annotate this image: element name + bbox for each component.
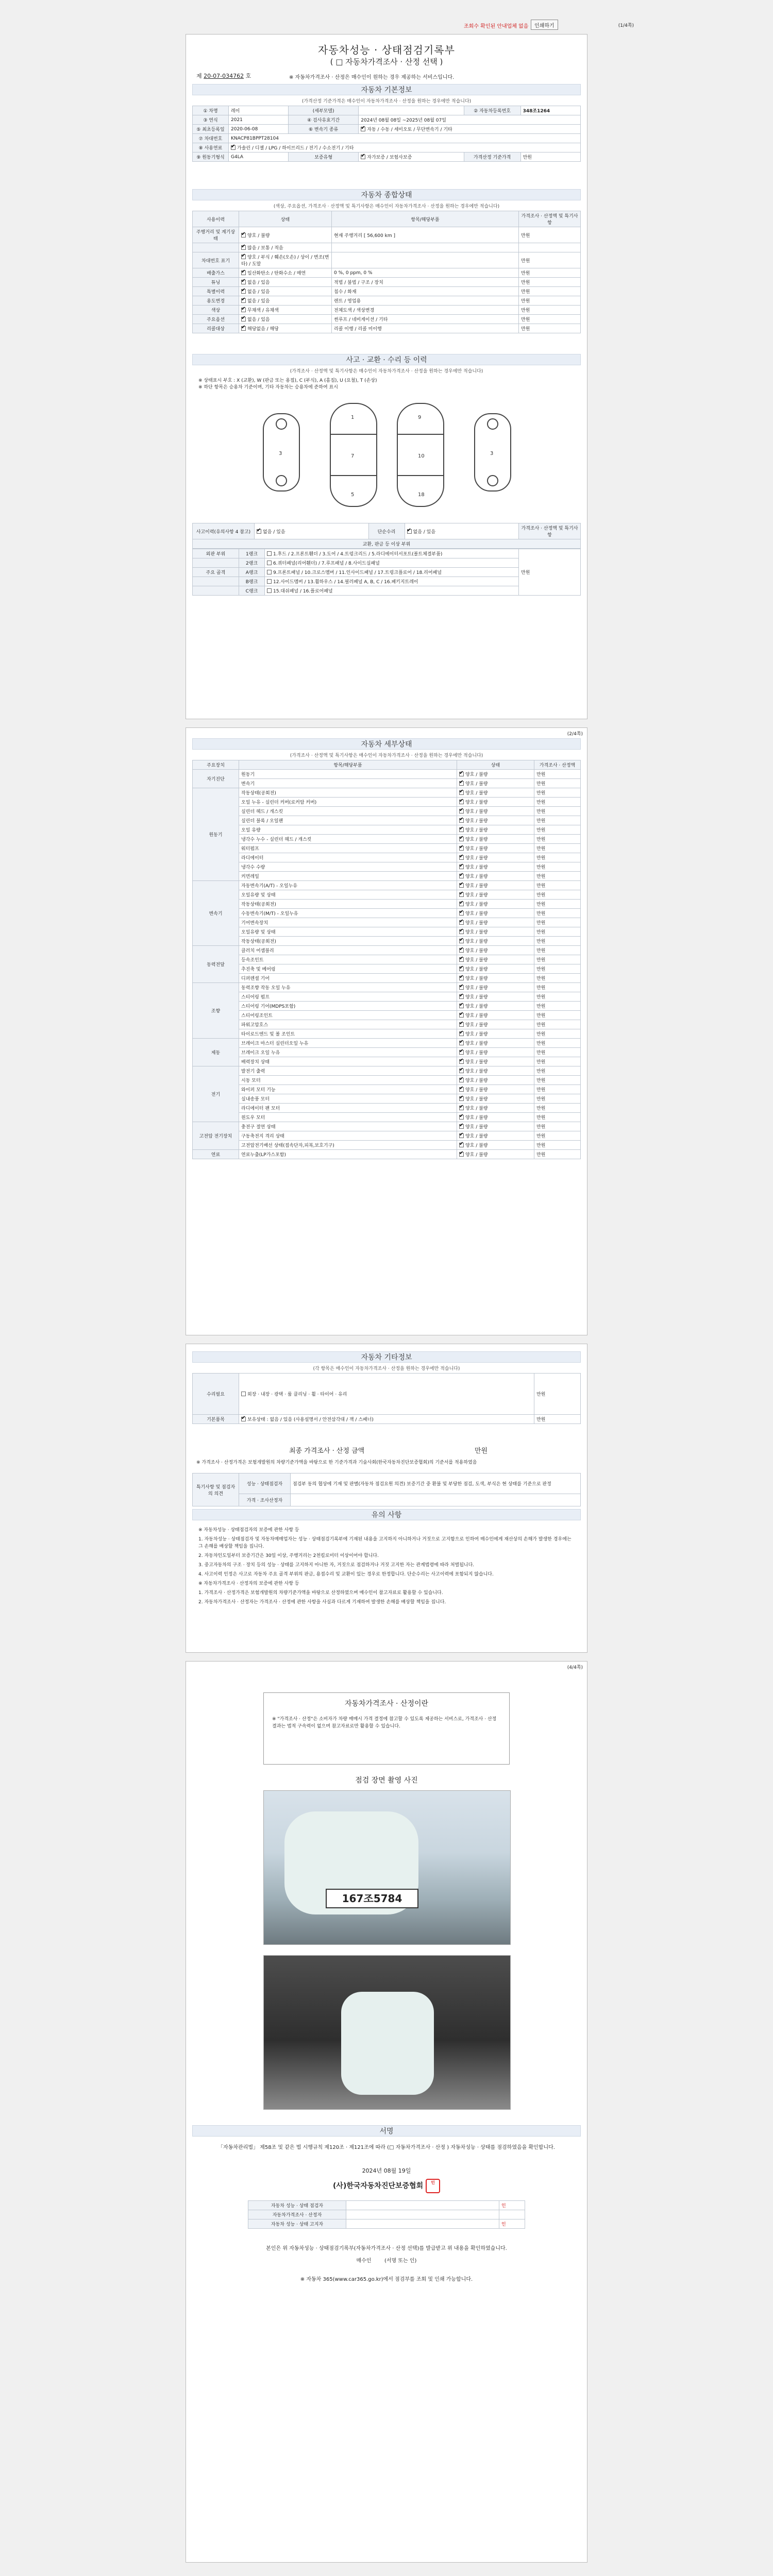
svg-text:3: 3 xyxy=(490,451,494,456)
detail-row: 실린더 헤드 / 개스킷 ✔ 양호 / 불량 만원 xyxy=(193,807,581,816)
overall-row: 리콜대상 ✔ 해당없음 / 해당 리콜 이행 / 리콜 미이행 만원 xyxy=(193,324,581,333)
guide-text: ※ "가격조사 · 산정"은 소비자가 차량 매매시 가격 결정에 참고할 수 있도록 제공하는 서비스로, 가격조사 · 산정 결과는 법적 구속력이 없으며 참고자료로만 활용할 수 있습니다. xyxy=(272,1717,497,1729)
doc-title: 자동차성능 · 상태점검기록부 xyxy=(318,44,455,56)
overall-row: 특별이력 ✔ 없음 / 있음 침수 / 화재 만원 xyxy=(193,287,581,296)
detail-note: (가격조사 · 산정액 및 특기사항은 매수인이 자동차가격조사 · 산정을 원하는 경우에만 적습니다) xyxy=(290,753,483,758)
detail-row: 스티어링조인트 ✔ 양호 / 불량 만원 xyxy=(193,1011,581,1020)
detail-row: 작동상태(공회전) ✔ 양호 / 불량 만원 xyxy=(193,900,581,909)
detail-row: 와이퍼 모터 기능 ✔ 양호 / 불량 만원 xyxy=(193,1085,581,1094)
detail-row: 커먼레일 ✔ 양호 / 불량 만원 xyxy=(193,872,581,881)
detail-row: 브레이크 오일 누유 ✔ 양호 / 불량 만원 xyxy=(193,1048,581,1057)
other-note: (각 항목은 매수인이 자동차가격조사 · 산정을 원하는 경우에만 적습니다) xyxy=(313,1366,460,1371)
detail-row: 제동 브레이크 마스터 실린더오일 누유 ✔ 양호 / 불량 만원 xyxy=(193,1039,581,1048)
detail-row: 자기진단 원동기 ✔ 양호 / 불량 만원 xyxy=(193,770,581,779)
accident-row: 외판 부위 1랭크 1.후드 / 2.프론트휀더 / 3.도어 / 4.트렁크리드 / 5.라디에이터서포트(볼트체결부품) 만원 xyxy=(193,549,581,558)
footer-text: ※ 자동차 365(www.car365.go.kr)에서 점검부를 조회 및 인쇄 가능합니다. xyxy=(300,2277,473,2282)
detail-row: 라디에이터 팬 모터 ✔ 양호 / 불량 만원 xyxy=(193,1104,581,1113)
detail-title: 자동차 세부상태 xyxy=(192,738,581,750)
basic-info-note: (가격산정 기준가격은 매수인이 자동차가격조사 · 산정을 원하는 경우에만 적습니다) xyxy=(301,99,472,104)
accident-row: B랭크 12.사이드멤버 / 13.휠하우스 / 14.필러패널 A, B, C / 16.패키지트레이 xyxy=(193,577,581,586)
print-button[interactable]: 인쇄하기 xyxy=(531,20,558,30)
detail-row: 파워고압호스 ✔ 양호 / 불량 만원 xyxy=(193,1020,581,1029)
detail-row: 고전압 전기장치 충전구 절연 상태 ✔ 양호 / 불량 만원 xyxy=(193,1122,581,1131)
accident-row: 주요 골격 A랭크 9.프론트패널 / 10.크로스멤버 / 11.인사이드패널 / 17.트렁크플로어 / 18.리어패널 xyxy=(193,568,581,577)
car-outline-diagram xyxy=(258,393,516,517)
service-notice: ※ 자동차가격조사 · 산정은 매수인이 원하는 경우 제공하는 서비스입니다. xyxy=(289,75,455,80)
signer-table: 자동차 성능 · 상태 점검자 인 자동차가격조사 · 산정자 자동차 성능 · 상태 고지자 인 xyxy=(248,2200,525,2229)
accident-history-table: 사고이력(유의사항 4 참고) ✔ 없음 / 있음 단순수리 ✔ 없음 / 있음 가격조사 · 산정액 및 특기사항 교환, 판금 등 이상 부위 외판 부위 1랭크 1.후드 / 2.프론트휀더 / 3.도어 / 4.트렁크리드 / 5.라디에이터서포트(볼트체결부품) 만원 2랭크 6.쿼터패널(리어휀더) / 7.루프패널 / 8.사이드실패널 주요 골격 A랭크 9.프론트패널 / 10.크로스멤버 / 11.인사이드패널 / 17.트렁크플로어 / 18.리어패널 B랭크 12.사이드멤버 / 13.휠하우스 / 14.필러패널 A, B, C / 16.패키지트레이 C랭크 15.대쉬패널 / 16.플로어패널 xyxy=(192,523,581,596)
sign-org: (사)한국자동차진단보증협회 인 xyxy=(186,2179,587,2193)
other-title: 자동차 기타정보 xyxy=(192,1351,581,1363)
guide-title: 자동차가격조사 · 산정이란 xyxy=(344,1700,429,1708)
overall-row: 튜닝 ✔ 없음 / 있음 적법 / 불법 / 구조 / 장치 만원 xyxy=(193,278,581,287)
detail-row: 연료 연료누출(LP가스포함) ✔ 양호 / 불량 만원 xyxy=(193,1150,581,1159)
doc-subtitle: ( □ 자동차가격조사 · 산정 선택 ) xyxy=(330,57,443,66)
detail-row: 등속조인트 ✔ 양호 / 불량 만원 xyxy=(193,955,581,964)
final-title: 최종 가격조사 · 산정 금액 xyxy=(289,1447,365,1455)
detail-row: 오일 유량 ✔ 양호 / 불량 만원 xyxy=(193,825,581,835)
overall-row: 주행거리 및 계기상태 ✔양호 / 불량 현재 주행거리 [ 56,600 km ] 만원 xyxy=(193,227,581,243)
detail-row: 배력장치 상태 ✔ 양호 / 불량 만원 xyxy=(193,1057,581,1066)
overall-row: 용도변경 ✔ 없음 / 있음 렌트 / 영업용 만원 xyxy=(193,296,581,306)
svg-text:5: 5 xyxy=(351,492,355,498)
garage-photo xyxy=(263,1955,511,2110)
detail-row: 타이로드엔드 및 볼 조인트 ✔ 양호 / 불량 만원 xyxy=(193,1029,581,1039)
page-2 xyxy=(186,727,587,1335)
accident-note: (가격조사 · 산정액 및 특기사항은 매수인이 자동차가격조사 · 산정을 원하는 경우에만 적습니다) xyxy=(290,369,483,374)
detail-row: 기어변속장치 ✔ 양호 / 불량 만원 xyxy=(193,918,581,927)
overall-table: 사용이력 상태 항목/해당부품 가격조사 · 산정액 및 특기사항 주행거리 및 계기상태 ✔양호 / 불량 현재 주행거리 [ 56,600 km ] 만원 ✔많음 / 보통 / 적음 차대번호 표기 ✔양호 / 부식 / 훼손(오손) / 상이 / 변조(변타) / 도말 만원 배출가스 ✔ 일산화탄소 / 탄화수소 / 매연 0 %, 0 ppm, 0 % 만원 튜닝 ✔ 없음 / 있음 적법 / 불법 / 구조 / 장치 만원 특별이력 ✔ 없음 / 있음 침수 / 화재 만원 용도변경 ✔ 없음 / 있음 렌트 / 영업용 만원 색상 ✔ 무채색 / 유채색 전체도색 / 색상변경 만원 주요옵션 ✔ 없음 / 있음 썬루프 / 네비게이션 / 기타 만원 리콜대상 ✔ 해당없음 / 해당 리콜 이행 / 리콜 미이행 만원 xyxy=(192,211,581,333)
overall-row: 배출가스 ✔ 일산화탄소 / 탄화수소 / 매연 0 %, 0 ppm, 0 % 만원 xyxy=(193,268,581,278)
page-2-indicator: (2/4쪽) xyxy=(567,732,583,737)
svg-text:9: 9 xyxy=(418,415,422,420)
detail-row: 고전압전기배선 상태(접속단자,피복,보호기구) ✔ 양호 / 불량 만원 xyxy=(193,1141,581,1150)
detail-row: 스티어링 기어(MDPS포함) ✔ 양호 / 불량 만원 xyxy=(193,1002,581,1011)
overall-title: 자동차 종합상태 xyxy=(192,189,581,200)
front-photo xyxy=(263,1790,511,1945)
detail-row: 워터펌프 ✔ 양호 / 불량 만원 xyxy=(193,844,581,853)
detail-row: 윈도우 모터 ✔ 양호 / 불량 만원 xyxy=(193,1113,581,1122)
page-3 xyxy=(186,1344,587,1653)
sign-date: 2024년 08월 19일 xyxy=(362,2167,411,2174)
final-text: ※ 가격조사 · 산정가격은 보험개발원의 차량기준가액을 바탕으로 한 기준가격과 기술사회(한국자동차진단보증협회)의 기준서를 적용하였음 xyxy=(196,1460,477,1465)
svg-text:18: 18 xyxy=(418,492,425,498)
detail-row: 실린더 블록 / 오일팬 ✔ 양호 / 불량 만원 xyxy=(193,816,581,825)
overall-row: 차대번호 표기 ✔양호 / 부식 / 훼손(오손) / 상이 / 변조(변타) / 도말 만원 xyxy=(193,252,581,268)
detail-row: 라디에이터 ✔ 양호 / 불량 만원 xyxy=(193,853,581,862)
detail-table: 주요장치 항목/해당부품 상태 가격조사 · 산정액 자기진단 원동기 ✔ 양호 / 불량 만원 변속기 ✔ 양호 / 불량 만원 원동기 작동상태(공회전) ✔ 양호 / 불량 만원 오일 누유 - 실린더 커버(로커암 커버) ✔ 양호 / 불량 만원 실린더 헤드 / 개스킷 ✔ 양호 / 불량 만원 실린더 블록 / 오일팬 ✔ 양호 / 불량 만원 오일 유량 ✔ 양호 / 불량 만원 냉각수 누수 - 실린더 헤드 / 개스킷 ✔ 양호 / 불량 만원 워터펌프 ✔ 양호 / 불량 만원 라디에이터 ✔ 양호 / 불량 만원 냉각수 수량 ✔ 양호 / 불량 만원 커먼레일 ✔ 양호 / 불량 만원 변속기 자동변속기(A/T) - 오일누유 ✔ 양호 / 불량 만원 오일유량 및 상태 ✔ 양호 / 불량 만원 작동상태(공회전) ✔ 양호 / 불량 만원 수동변속기(M/T) - 오일누유 ✔ 양호 / 불량 만원 기어변속장치 ✔ 양호 / 불량 만원 오일유량 및 상태 ✔ 양호 / 불량 만원 작동상태(공회전) ✔ 양호 / 불량 만원 동력전달 클러치 어셈블리 ✔ 양호 / 불량 만원 등속조인트 ✔ 양호 / 불량 만원 추진축 및 베어링 ✔ 양호 / 불량 만원 디퍼렌셜 기어 ✔ 양호 / 불량 만원 조향 동력조향 작동 오일 누유 ✔ 양호 / 불량 만원 스티어링 펌프 ✔ 양호 / 불량 만원 스티어링 기어(MDPS포함) ✔ 양호 / 불량 만원 스티어링조인트 ✔ 양호 / 불량 만원 파워고압호스 ✔ 양호 / 불량 만원 타이로드엔드 및 볼 조인트 ✔ 양호 / 불량 만원 제동 브레이크 마스터 실린더오일 누유 ✔ 양호 / 불량 만원 브레이크 오일 누유 ✔ 양호 / 불량 만원 배력장치 상태 ✔ 양호 / 불량 만원 전기 발전기 출력 ✔ 양호 / 불량 만원 시동 모터 ✔ 양호 / 불량 만원 와이퍼 모터 기능 ✔ 양호 / 불량 만원 실내송풍 모터 ✔ 양호 / 불량 만원 라디에이터 팬 모터 ✔ 양호 / 불량 만원 윈도우 모터 ✔ 양호 / 불량 만원 고전압 전기장치 충전구 절연 상태 ✔ 양호 / 불량 만원 구동축전지 격리 상태 ✔ 양호 / 불량 만원 고전압전기배선 상태(접속단자,피복,보호기구) ✔ 양호 / 불량 만원 연료 연료누출(LP가스포함) ✔ 양호 / 불량 만원 xyxy=(192,760,581,1159)
accident-title: 사고 · 교환 · 수리 등 이력 xyxy=(192,354,581,365)
svg-text:10: 10 xyxy=(418,453,425,459)
other-table: 수리필요 외장 · 내장 · 광택 · 룸 클리닝 · 휠 · 타이어 · 유리 만원 기본품목 ✔ 보유상태 : 없음 / 있음 (사용설명서 / 안전삼각대 / 잭 / 스패너) 만원 xyxy=(192,1373,581,1424)
top-toolbar xyxy=(464,20,634,32)
detail-row: 오일유량 및 상태 ✔ 양호 / 불량 만원 xyxy=(193,927,581,937)
doc-number: 제 20-07-034762 호 xyxy=(196,73,251,79)
accident-legend: ※ 상태표시 부호 : X (교환), W (판금 또는 용접), C (부식), A (흠집), U (요철), T (손상) ※ 하단 항목은 승용차 기준이며, 기타 자동차는 승용차에 준하여 표시 xyxy=(198,378,377,390)
svg-text:3: 3 xyxy=(279,451,282,456)
detail-row: 변속기 자동변속기(A/T) - 오일누유 ✔ 양호 / 불량 만원 xyxy=(193,881,581,890)
svg-text:1: 1 xyxy=(351,415,355,420)
accident-row: C랭크 15.대쉬패널 / 16.플로어패널 xyxy=(193,586,581,596)
photos-title: 점검 장면 촬영 사진 xyxy=(355,1776,418,1785)
detail-row: 디퍼렌셜 기어 ✔ 양호 / 불량 만원 xyxy=(193,974,581,983)
detail-row: 원동기 작동상태(공회전) ✔ 양호 / 불량 만원 xyxy=(193,788,581,798)
detail-row: 스티어링 펌프 ✔ 양호 / 불량 만원 xyxy=(193,992,581,1002)
final-amount: 만원 xyxy=(475,1447,488,1455)
detail-row: 변속기 ✔ 양호 / 불량 만원 xyxy=(193,779,581,788)
sign-title: 서명 xyxy=(192,2125,581,2137)
overall-note: (색상, 주요옵션, 가격조사 · 산정액 및 특기사항은 매수인이 자동차가격조사 · 산정을 원하는 경우에만 적습니다) xyxy=(273,204,500,209)
sign-law: 「자동차관리법」 제58조 및 같은 법 시행규칙 제120조 · 제121조에 따라 (□ 자동차가격조사 · 산정 ) 자동차성능 · 상태를 점검하였음을 확인합니다. xyxy=(218,2145,555,2150)
opinion-table: 특기사항 및 점검자의 의견 성능 · 상태점검자 점검부 동의 협상에 기재 및 판별(자동차 점검요원 의견) 보증기간 중 환불 및 부당한 점검, 도색, 부식은 현 상태를 기준으로 판정 가격 · 조사산정자 xyxy=(192,1473,581,1506)
car-front-shape xyxy=(341,1992,434,2095)
detail-row: 전기 발전기 출력 ✔ 양호 / 불량 만원 xyxy=(193,1066,581,1076)
detail-row: 구동축전지 격리 상태 ✔ 양호 / 불량 만원 xyxy=(193,1131,581,1141)
detail-row: 작동상태(공회전) ✔ 양호 / 불량 만원 xyxy=(193,937,581,946)
detail-row: 오일유량 및 상태 ✔ 양호 / 불량 만원 xyxy=(193,890,581,900)
detail-row: 조향 동력조향 작동 오일 누유 ✔ 양호 / 불량 만원 xyxy=(193,983,581,992)
detail-row: 오일 누유 - 실린더 커버(로커암 커버) ✔ 양호 / 불량 만원 xyxy=(193,798,581,807)
overall-row: ✔많음 / 보통 / 적음 xyxy=(193,243,581,252)
receipt-text: 본인은 위 자동차성능 · 상태점검기록부(자동차가격조사 · 산정 선택)를 발급받고 위 내용을 확인하였습니다. xyxy=(266,2246,507,2251)
detail-row: 추진축 및 베어링 ✔ 양호 / 불량 만원 xyxy=(193,964,581,974)
buyer-line: 매수인 (서명 또는 인) xyxy=(356,2258,417,2264)
detail-row: 냉각수 수량 ✔ 양호 / 불량 만원 xyxy=(193,862,581,872)
overall-row: 색상 ✔ 무채색 / 유채색 전체도색 / 색상변경 만원 xyxy=(193,306,581,315)
basic-info-title: 자동차 기본정보 xyxy=(192,84,581,95)
page-indicator: (1/4쪽) xyxy=(618,23,634,28)
detail-row: 시동 모터 ✔ 양호 / 불량 만원 xyxy=(193,1076,581,1085)
detail-row: 냉각수 누수 - 실린더 헤드 / 개스킷 ✔ 양호 / 불량 만원 xyxy=(193,835,581,844)
page-4-indicator: (4/4쪽) xyxy=(567,1665,583,1670)
car-diagram xyxy=(258,393,516,517)
page-1 xyxy=(186,34,587,719)
detail-row: 동력전달 클러치 어셈블리 ✔ 양호 / 불량 만원 xyxy=(193,946,581,955)
svg-text:7: 7 xyxy=(351,453,355,459)
basic-info-table: ① 차명 레이 (세부모델) ② 자동차등록번호 348조1264 ③ 연식 2021 ④ 검사유효기간 2024년 08월 08일 ~2025년 08월 07일 ⑤ 최초등록일 2020-06-08 ⑥ 변속기 종류 ✔ 자동 / 수동 / 세미오토 / 무단변속기 / 기타 ⑦ 차대번호 KNACP81BPPT28104 ⑧ 사용연료 ✔ 가솔린 / 디젤 / LPG / 하이브리드 / 전기 / 수소전기 / 기타 ⑨ 원동기형식 G4LA 보증유형 ✔ 자가보증 / 보험사보증 가격산정 기준가격 만원 xyxy=(192,106,581,162)
detail-row: 실내송풍 모터 ✔ 양호 / 불량 만원 xyxy=(193,1094,581,1104)
accident-row: 2랭크 6.쿼터패널(리어휀더) / 7.루프패널 / 8.사이드실패널 xyxy=(193,558,581,568)
page-4 xyxy=(186,1661,587,2563)
org-stamp: 인 xyxy=(426,2179,440,2193)
detail-row: 수동변속기(M/T) - 오일누유 ✔ 양호 / 불량 만원 xyxy=(193,909,581,918)
notes-body: ※ 자동차성능 · 상태점검자의 보증에 관한 사항 등 1. 자동차성능 · 상태점검자 및 자동차매매업자는 성능 · 상태점검기록부에 기재된 내용을 고지하지 아니하거나 거짓으로 고지함으로 인하여 매수인에게 재산상의 손해가 발생한 경우에는 그 손해를 배상할 책임을 집니다. 2. 자동차인도일부터 보증기간은 30일 이상, 주행거리는 2천킬로미터 이상이어야 합니다. 3. 중고자동차의 구조 · 장치 등의 성능 · 상태를 고지하지 아니한 자, 거짓으로 점검하거나 거짓 고지한 자는 관계법령에 따라 처벌됩니다. 4. 사고이력 인정은 사고로 자동차 주요 골격 부위의 판금, 용접수리 및 교환이 있는 경우로 한정합니다. 단순수리는 사고이력에 포함되지 않습니다. ※ 자동차가격조사 · 산정자의 보증에 관한 사항 등 1. 가격조사 · 산정가격은 보험개발원의 차량기준가액을 바탕으로 산정하였으며 매수인이 참고자료로 활용할 수 있습니다. 2. 자동차가격조사 · 산정자는 가격조사 · 산정에 관한 사항을 사실과 다르게 기재하여 발생한 손해를 배상할 책임을 집니다. xyxy=(198,1528,572,1605)
guide-box xyxy=(263,1692,510,1765)
notes-title: 유의 사항 xyxy=(192,1509,581,1520)
overall-row: 주요옵션 ✔ 없음 / 있음 썬루프 / 네비게이션 / 기타 만원 xyxy=(193,315,581,324)
notice-link[interactable]: 조회수 확인된 안내업체 없음 xyxy=(464,24,529,29)
license-plate: 167조5784 xyxy=(326,1889,418,1908)
